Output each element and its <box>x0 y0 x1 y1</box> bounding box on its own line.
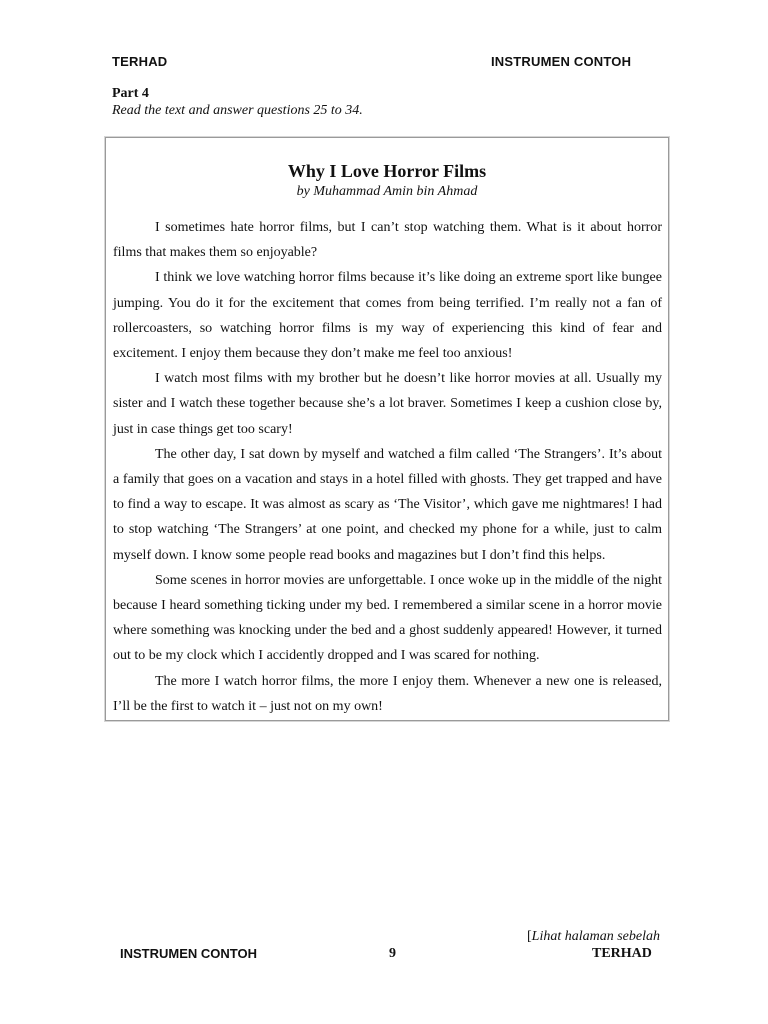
article-paragraph: I watch most films with my brother but he doesn’t like horror movies at all. Usually my sister and I watch these together because she’s a lot braver. Sometimes I keep a cushion close by, just in case things get too scary! <box>113 371 662 437</box>
article-paragraph: Some scenes in horror movies are unforgettable. I once woke up in the middle of the night because I heard something ticking under my bed. I remembered a similar scene in a horror movie where something was knocking under the bed and a ghost suddenly appeared! However, it turned out to be my clock which I accidently dropped and I was scared for nothing. <box>113 572 662 664</box>
article-byline: by Muhammad Amin bin Ahmad <box>296 184 478 199</box>
article-paragraph: I sometimes hate horror films, but I can’t stop watching them. What is it about horror films that makes them so enjoyable? <box>113 220 662 261</box>
article-paragraph: The more I watch horror films, the more I enjoy them. Whenever a new one is released, I’ll be the first to watch it – just not on my own! <box>113 673 662 714</box>
footer-classification: TERHAD <box>592 946 652 961</box>
header-classification: TERHAD <box>112 54 168 69</box>
article-title: Why I Love Horror Films <box>287 161 487 181</box>
article-box <box>105 137 669 721</box>
footer-document-type: INSTRUMEN CONTOH <box>120 946 257 961</box>
article-body <box>113 215 662 719</box>
section-title: Part 4 <box>112 86 149 101</box>
next-page-note-bracket: [ <box>527 929 532 944</box>
section-instructions: Read the text and answer questions 25 to 34. <box>112 103 363 118</box>
next-page-note-text: Lihat halaman sebelah <box>531 929 661 944</box>
header-document-type: INSTRUMEN CONTOH <box>491 54 632 69</box>
page-number: 9 <box>389 946 396 961</box>
article-paragraph: The other day, I sat down by myself and watched a film called ‘The Strangers’. It’s about a family that goes on a vacation and stays in a hotel filled with ghosts. They get trapped and have to find a way to escape. It was almost as scary as ‘The Visitor’, which gave me nightmares! I had to stop watching ‘The Strangers’ at one point, and checked my phone for a while, just to calm myself down. I know some people read books and magazines but I don’t find this helps. <box>113 446 662 563</box>
article-paragraph: I think we love watching horror films because it’s like doing an extreme sport like bungee jumping. You do it for the excitement that comes from being terrified. I’m really not a fan of rollercoasters, so watching horror films is my way of experiencing this kind of fear and excitement. I enjoy them because they don’t make me feel too anxious! <box>113 270 662 362</box>
next-page-note <box>527 929 660 945</box>
